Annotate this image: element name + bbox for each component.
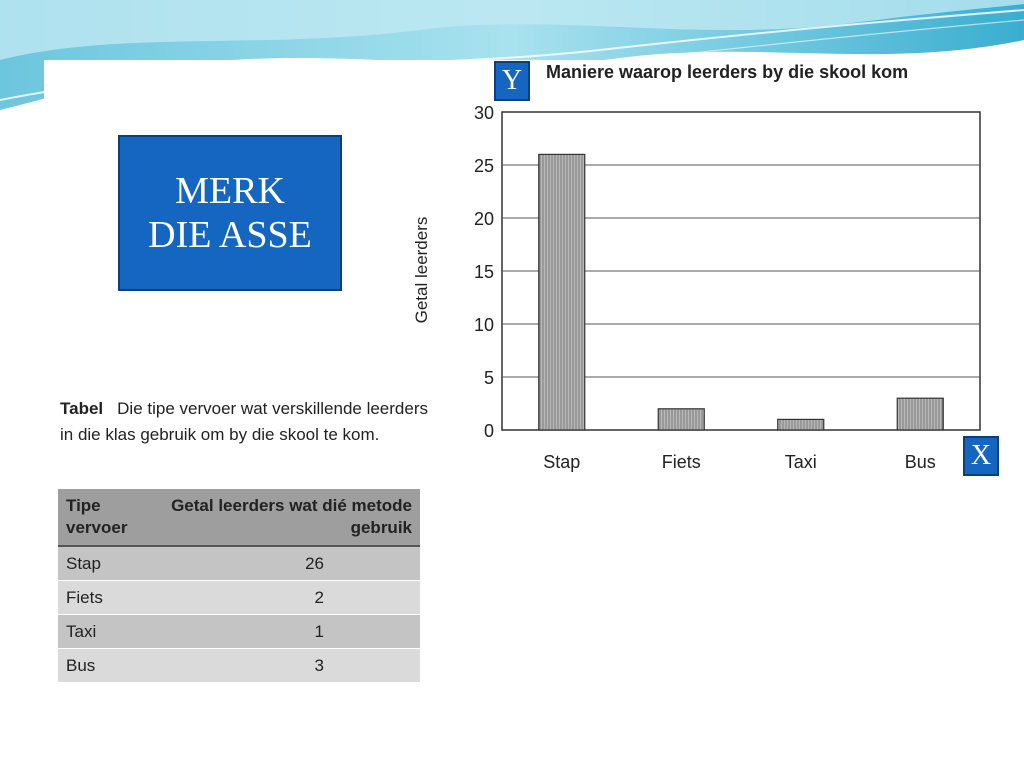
bar: [778, 419, 824, 430]
y-tick-label: 25: [473, 156, 494, 176]
table-cell-count: 26: [162, 546, 420, 581]
y-axis-label: Getal leerders: [412, 216, 431, 324]
table-caption: [60, 396, 430, 448]
table-cell-type: Fiets: [58, 581, 162, 615]
y-tick-label: 20: [473, 209, 494, 229]
x-tick-label: Fiets: [661, 452, 701, 472]
merk-die-asse-callout: [118, 135, 342, 291]
x-tick-label: Bus: [904, 452, 936, 472]
table-header-count: Getal leerders wat dié metode gebruik: [162, 489, 420, 546]
table-cell-type: Bus: [58, 649, 162, 683]
table-caption-text: Die tipe vervoer wat verskillende leerders in die klas gebruik om by die skool te kom.: [60, 399, 428, 444]
table-row: [58, 615, 420, 649]
bar: [897, 398, 943, 430]
x-tick-label: Taxi: [784, 452, 817, 472]
x-axis-tag: X: [963, 436, 999, 476]
y-tick-label: 10: [473, 315, 494, 335]
y-tick-label: 30: [473, 103, 494, 123]
table-caption-label: Tabel: [60, 399, 104, 418]
y-tick-label: 5: [483, 368, 494, 388]
bar-chart: [440, 90, 1000, 490]
chart-title: Maniere waarop leerders by die skool kom: [546, 62, 909, 82]
y-tick-label: 0: [483, 421, 494, 441]
bar: [539, 154, 585, 430]
table-cell-count: 3: [162, 649, 420, 683]
transport-table: [58, 489, 420, 683]
callout-line-2: DIE ASSE: [148, 214, 312, 256]
y-tick-label: 15: [473, 262, 494, 282]
table-cell-type: Taxi: [58, 615, 162, 649]
table-row: [58, 649, 420, 683]
table-cell-count: 1: [162, 615, 420, 649]
y-axis-tag: Y: [494, 61, 530, 101]
table-row: [58, 581, 420, 615]
x-tick-label: Stap: [543, 452, 581, 472]
bar: [658, 409, 704, 430]
callout-line-1: MERK: [175, 170, 285, 212]
table-cell-count: 2: [162, 581, 420, 615]
table-row: [58, 546, 420, 581]
table-cell-type: Stap: [58, 546, 162, 581]
table-header-type: Tipe vervoer: [58, 489, 162, 546]
